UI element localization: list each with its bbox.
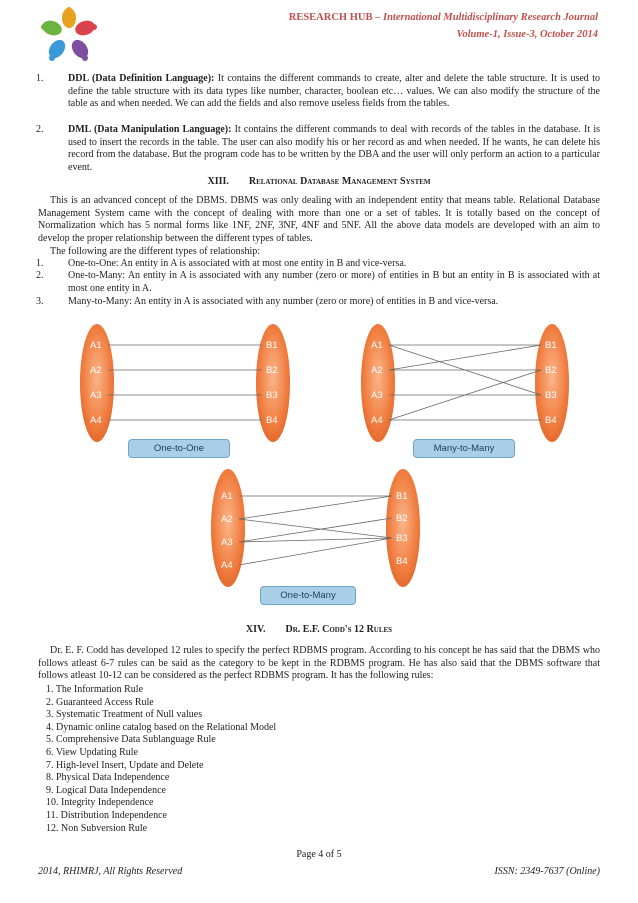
journal-logo <box>40 6 98 64</box>
a-label: A1 <box>90 340 102 351</box>
a-label: A2 <box>371 365 383 376</box>
rule-item: 8. Physical Data Independence <box>46 772 170 784</box>
a-label: A4 <box>371 415 383 426</box>
rule-item: 5. Comprehensive Data Sublanguage Rule <box>46 734 216 746</box>
rule-item: 6. View Updating Rule <box>46 746 138 758</box>
relationship-item: 3. Many-to-Many: An entity in A is associated with any number (zero or more) of entities in B and vice-versa. <box>36 296 499 307</box>
many-to-many-label: Many-to-Many <box>413 439 515 458</box>
rule-item: 12. Non Subversion Rule <box>46 822 148 834</box>
relation-line <box>389 345 541 370</box>
rdbms-paragraph: This is an advanced concept of the DBMS. DBMS was only dealing with an independent entity that means table. Relational Database Management System came with the concept of dealing with more than one or a set of tables. It is totally based on the concept of Normalization which has 5 normal forms like 1NF, 2NF, 3NF, 4NF and 5NF. All the above data models are developed with an aim to develop the proper relationship between the different types of tables. <box>38 195 600 244</box>
b-label: B4 <box>266 415 278 426</box>
a-label: A1 <box>221 491 233 502</box>
page-number: Page 4 of 5 <box>296 849 342 860</box>
b-label: B2 <box>396 513 408 524</box>
rule-item: 3. Systematic Treatment of Null values <box>46 709 203 721</box>
rule-item: 2. Guaranteed Access Rule <box>46 696 154 708</box>
codd-rules-list <box>46 684 276 835</box>
ddl-item: 1. DDL (Data Definition Language): It contains the different commands to create, alter and delete the table structure. It is used to define the table structure with its data types like number, character, boolean etc… values. We can also modify the structure of the table as and when needed. We can add the fields and also remove useless fields from the tables. <box>36 73 600 110</box>
relation-line <box>239 496 392 519</box>
dml-item: 2. DML (Data Manipulation Language): It contains the different commands to deal with records of the tables in the database. It is used to insert the records in the table. The user can also modify his or her record as and when needed. If he wants, he can delete his record from the database. But the program code has to be written by the DBA and the user will only perform an action to a particular event. <box>36 124 600 173</box>
b-label: B2 <box>545 365 557 376</box>
b-label: B3 <box>396 533 408 544</box>
relation-line <box>239 538 392 565</box>
b-label: B3 <box>266 390 278 401</box>
rule-item: 10. Integrity Independence <box>46 797 154 809</box>
relationship-diagrams <box>0 320 638 620</box>
one-to-many-label: One-to-Many <box>260 586 356 605</box>
set-b-oval <box>386 469 420 587</box>
a-label: A2 <box>221 514 233 525</box>
relationship-item: 1. One-to-One: An entity in A is associated with at most one entity in B and vice-versa. <box>36 258 407 269</box>
journal-title: RESEARCH HUB – International Multidisciplinary Research Journal <box>288 12 598 23</box>
a-label: A4 <box>90 415 102 426</box>
a-label: A2 <box>90 365 102 376</box>
b-label: B3 <box>545 390 557 401</box>
rule-item: 7. High-level Insert, Update and Delete <box>46 759 204 771</box>
relationship-intro: The following are the different types of relationship: <box>50 246 261 257</box>
section-14-heading: XIV. Dr. E.F. Codd's 12 Rules <box>245 624 393 635</box>
b-label: B1 <box>396 491 408 502</box>
b-label: B1 <box>266 340 278 351</box>
b-label: B1 <box>545 340 557 351</box>
footer-copyright: 2014, RHIMRJ, All Rights Reserved <box>38 866 183 877</box>
codd-paragraph: Dr. E. F. Codd has developed 12 rules to specify the perfect RDBMS program. According to his concept he has said that the DBMS who follows atleast 6-7 rules can be said as the category to be kept in the RDBMS program. He has also said that the DBMS software that follows atleast 10-12 can be considered as the perfect RDBMS program. It has the following rules: <box>38 645 600 682</box>
footer-issn: ISSN: 2349-7637 (Online) <box>494 866 600 877</box>
relationship-item: 2. One-to-Many: An entity in A is associated with any number (zero or more) of entities in B but an entity in B is associated with at most one entity in A. <box>36 270 600 294</box>
rule-item: 1. The Information Rule <box>46 684 144 695</box>
one-to-one-label: One-to-One <box>128 439 230 458</box>
rule-item: 11. Distribution Independence <box>46 809 167 821</box>
rule-item: 4. Dynamic online catalog based on the Relational Model <box>46 721 277 733</box>
b-label: B2 <box>266 365 278 376</box>
b-label: B4 <box>396 556 408 567</box>
a-label: A4 <box>221 560 233 571</box>
section-13-heading: XIII. Relational Database Management System <box>207 176 431 187</box>
rule-item: 9. Logical Data Independence <box>46 784 166 796</box>
b-label: B4 <box>545 415 557 426</box>
a-label: A3 <box>371 390 383 401</box>
journal-issue: Volume-1, Issue-3, October 2014 <box>456 29 598 40</box>
a-label: A3 <box>221 537 233 548</box>
a-label: A1 <box>371 340 383 351</box>
a-label: A3 <box>90 390 102 401</box>
